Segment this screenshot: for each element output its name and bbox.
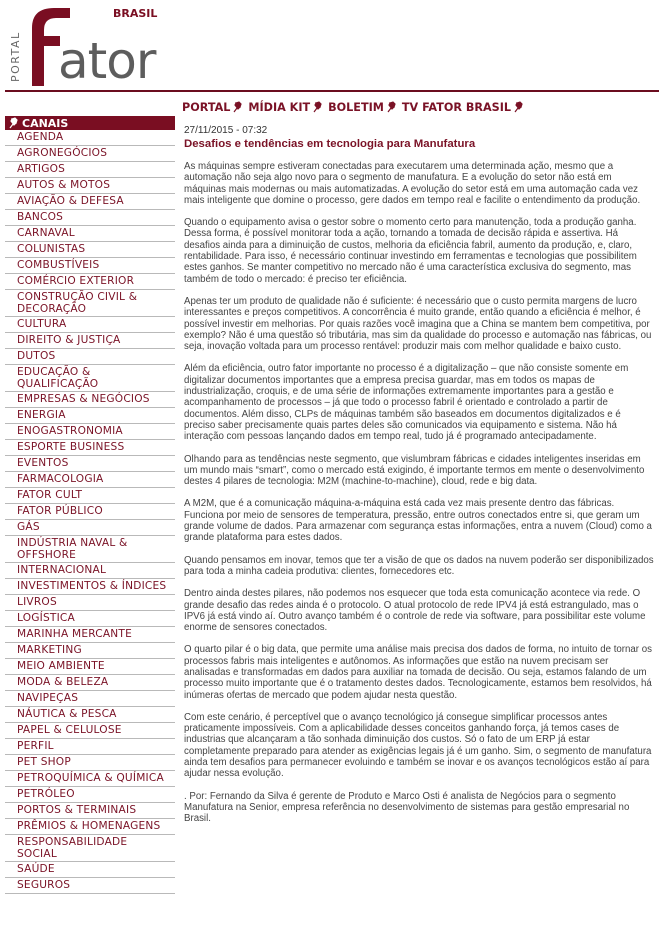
channel-list (5, 130, 175, 894)
article-paragraph: Dentro ainda destes pilares, não podemos nos esquecer que toda esta comunicação acontece via rede. O grande desafio das redes ainda é o protocolo. O atual protocolo de rede IPV4 já está estrangulado, mas o IPV6 já está vindo aí. Outro avanço também é o controle de rede via software, para possibilitar este volume enorme de sensores conectados. (184, 588, 646, 634)
pushpin-icon (233, 101, 242, 113)
sidebar-item-responsabilidade-social[interactable]: RESPONSABILIDADE SOCIAL (5, 835, 175, 862)
sidebar-item-colunistas[interactable]: COLUNISTAS (5, 242, 175, 258)
nav-midia-kit[interactable] (248, 101, 310, 114)
logo-brasil-text: BRASIL (113, 7, 158, 20)
article (184, 125, 654, 836)
article-paragraph: Com este cenário, é perceptível que o avanço tecnológico já consegue simplificar processos antes praticamente impossíveis. Com a aplicabilidade desses conceitos ganhando força, já temos cases de industrias que alcançaram a tão sonhada diminuição dos custos. Só o fato de um ERP já estar completamente preparado para atender as exigências legais já é um ganho. Sim, o segmento de manufatura ainda tem desafios para permanecer evoluindo e também se inovar e os avanços tecnológicos estão aí para ajudar nessa evolução. (184, 711, 652, 780)
article-paragraph: Quando o equipamento avisa o gestor sobre o momento certo para manutenção, toda a produção ganha. Dessa forma, é possível monitorar toda a ação, tornando a tomada de decisão rápida e assertiva. Há desafios ainda para a diminuição de custos, melhoria da eficiência fabril, aumento da produção, e, claro, rentabilidade. Para isso, é necessário continuar investindo em ferramentas e tecnologias que possibilitem estes ganhos. Se manter competitivo no mercado não é uma característica exclusiva do segmento, mas também de todo o mercado: é preciso ter eficiência. (184, 217, 637, 285)
sidebar-item-empresas-negocios[interactable]: EMPRESAS & NEGÓCIOS (5, 392, 175, 408)
header-divider (5, 90, 659, 92)
article-paragraph: Olhando para as tendências neste segmento, que vislumbram fábricas e cidades inteligentes inseridas em um mundo mais “smart”, como o mercado está exigindo, é importante termos em mente o desenvolvimento destes 4 pilares de tecnologia: M2M (machine-to-machine), cloud, rede e big data. (184, 453, 645, 488)
logo-portal-text: PORTAL (10, 31, 22, 82)
sidebar-item-educacao-qualificacao[interactable]: EDUCAÇÃO & QUALIFICAÇÃO (5, 365, 175, 392)
sidebar-item-papel-celulose[interactable]: PAPEL & CELULOSE (5, 723, 175, 739)
pushpin-icon (313, 101, 322, 113)
sidebar-item-marinha-mercante[interactable]: MARINHA MERCANTE (5, 627, 175, 643)
article-paragraph: Quando pensamos em inovar, temos que ter a visão de que os dados na nuvem poderão ser disponibilizados para toda a minha cadeia produtiva: clientes, fornecedores etc. (184, 554, 654, 577)
sidebar-item-agronegocios[interactable]: AGRONEGÓCIOS (5, 146, 175, 162)
sidebar-item-energia[interactable]: ENERGIA (5, 408, 175, 424)
article-paragraph: A M2M, que é a comunicação máquina-a-máquina está cada vez mais presente dentro das fábricas. Funciona por meio de sensores de temperatura, pressão, entre outros conectados entre si, que geram um grande volume de dados. Para armazenar com segurança estas informações, entra a nuvem (Cloud) como a grande plataforma para estes dados. (184, 498, 652, 544)
sidebar-item-aviacao-defesa[interactable]: AVIAÇÃO & DEFESA (5, 194, 175, 210)
sidebar-title: CANAIS (22, 116, 69, 130)
sidebar-item-premios-homenagens[interactable]: PRÊMIOS & HOMENAGENS (5, 819, 175, 835)
sidebar-item-farmacologia[interactable]: FARMACOLOGIA (5, 472, 175, 488)
logo-graphic (10, 4, 180, 86)
sidebar-item-moda-beleza[interactable]: MODA & BELEZA (5, 675, 175, 691)
portal-fator-brasil-logo[interactable] (10, 4, 180, 86)
nav-label: TV FATOR BRASIL (401, 100, 512, 114)
sidebar-item-gas[interactable]: GÁS (5, 520, 175, 536)
article-paragraph: . Por: Fernando da Silva é gerente de Produto e Marco Osti é analista de Negócios para o segmento Manufatura na Senior, empresa referência no desenvolvimento de sistemas para gestão empresarial no Brasil. (184, 790, 630, 825)
nav-tv-fator-brasil[interactable] (402, 101, 511, 114)
sidebar-item-seguros[interactable]: SEGUROS (5, 878, 175, 894)
sidebar-header (5, 116, 175, 130)
pushpin-icon (514, 101, 523, 113)
sidebar-item-investimentos-indices[interactable]: INVESTIMENTOS & ÍNDICES (5, 579, 175, 595)
sidebar-item-petroleo[interactable]: PETRÓLEO (5, 787, 175, 803)
sidebar-item-internacional[interactable]: INTERNACIONAL (5, 563, 175, 579)
sidebar-item-nautica-pesca[interactable]: NÁUTICA & PESCA (5, 707, 175, 723)
sidebar-item-fator-cult[interactable]: FATOR CULT (5, 488, 175, 504)
top-navigation (182, 98, 529, 116)
channels-sidebar (5, 116, 175, 894)
sidebar-item-cultura[interactable]: CULTURA (5, 317, 175, 333)
sidebar-item-petroquimica-quimica[interactable]: PETROQUÍMICA & QUÍMICA (5, 771, 175, 787)
article-paragraph: As máquinas sempre estiveram conectadas para executarem uma determinada ação, mesmo que a automação não seja algo novo para o segmento de manufatura. E a evolução do setor não está em máquinas mais modernas ou mais automatizadas. A evolução do setor está em uma automação cada vez mais inteligente que domine o processo, gere dados em tempo real e facilite o entendimento da produção. (184, 161, 641, 206)
sidebar-item-saude[interactable]: SAÚDE (5, 862, 175, 878)
sidebar-item-perfil[interactable]: PERFIL (5, 739, 175, 755)
sidebar-item-enogastronomia[interactable]: ENOGASTRONOMIA (5, 424, 175, 440)
pushpin-icon (387, 101, 396, 113)
nav-portal[interactable] (182, 101, 230, 114)
nav-label: BOLETIM (328, 100, 384, 114)
article-body (184, 161, 654, 825)
sidebar-item-comercio-exterior[interactable]: COMÉRCIO EXTERIOR (5, 274, 175, 290)
sidebar-item-portos-terminais[interactable]: PORTOS & TERMINAIS (5, 803, 175, 819)
nav-boletim[interactable] (328, 101, 384, 114)
sidebar-item-eventos[interactable]: EVENTOS (5, 456, 175, 472)
sidebar-item-direito-justica[interactable]: DIREITO & JUSTIÇA (5, 333, 175, 349)
sidebar-item-pet-shop[interactable]: PET SHOP (5, 755, 175, 771)
sidebar-item-combustiveis[interactable]: COMBUSTÍVEIS (5, 258, 175, 274)
sidebar-item-construcao-civil-decoracao[interactable]: CONSTRUÇÃO CIVIL & DECORAÇÃO (5, 290, 175, 317)
article-paragraph: Além da eficiência, outro fator importante no processo é a digitalização – que não consiste somente em digitalizar documentos importantes que a empresa precisa guardar, mas em todos os mapas de industrialização, croquis, e de uma série de informações extremamente importantes para a gestão e acompanhamento de processos – já que todo o processo fabril é orientado e controlado a partir de documentos. Além disso, CLPs de máquinas também são baseados em documentos digitalizados e é preciso saber precisamente quais partes deles são comunicados via equipamento e sistema. Não há interação com pessoas lançando dados em tempo real, tudo já é programado antecipadamente. (184, 363, 629, 443)
article-paragraph: Apenas ter um produto de qualidade não é suficiente: é necessário que o custo permita margens de lucro interessantes e preços competitivos. A concorrência é muito grande, então quando a eficiência é melhor, é possível investir em melhorias. Por quais razões você imagina que a China se mantem bem competitiva, por exemplo? Não é uma questão só tributária, mas sim da qualidade do processo e automação nas fábricas, ou seja, inovação voltada para um processo rentável: produzir mais com melhor qualidade e baixo custo. (184, 295, 652, 353)
sidebar-item-agenda[interactable]: AGENDA (5, 130, 175, 146)
sidebar-item-autos-motos[interactable]: AUTOS & MOTOS (5, 178, 175, 194)
sidebar-item-dutos[interactable]: DUTOS (5, 349, 175, 365)
sidebar-item-fator-publico[interactable]: FATOR PÚBLICO (5, 504, 175, 520)
sidebar-item-navipecas[interactable]: NAVIPEÇAS (5, 691, 175, 707)
article-title: Desafios e tendências em tecnologia para Manufatura (184, 138, 476, 150)
sidebar-item-meio-ambiente[interactable]: MEIO AMBIENTE (5, 659, 175, 675)
nav-label: MÍDIA KIT (248, 100, 311, 114)
nav-label: PORTAL (182, 100, 231, 114)
sidebar-item-esporte-business[interactable]: ESPORTE BUSINESS (5, 440, 175, 456)
pushpin-icon (9, 117, 18, 129)
sidebar-item-bancos[interactable]: BANCOS (5, 210, 175, 226)
sidebar-item-carnaval[interactable]: CARNAVAL (5, 226, 175, 242)
logo-fator-text: ator (58, 32, 156, 86)
sidebar-item-artigos[interactable]: ARTIGOS (5, 162, 175, 178)
sidebar-item-livros[interactable]: LIVROS (5, 595, 175, 611)
article-date: 27/11/2015 - 07:32 (184, 125, 268, 136)
article-paragraph: O quarto pilar é o big data, que permite uma análise mais precisa dos dados de forma, no intuito de tornar os processos fabris mais inteligentes e autônomos. As informações que estão na nuvem precisam ser analisadas e transformadas em dados para auxiliar na tomada de decisão. Ou seja, estamos falando de um processo muito importante que é o tratamento destes dados. Tecnologicamente, estamos bem resolvidos, há inúmeras ofertas de mercado que podem ajudar nesta questão. (184, 644, 652, 701)
sidebar-item-marketing[interactable]: MARKETING (5, 643, 175, 659)
sidebar-item-industria-naval-offshore[interactable]: INDÚSTRIA NAVAL & OFFSHORE (5, 536, 175, 563)
sidebar-item-logistica[interactable]: LOGÍSTICA (5, 611, 175, 627)
